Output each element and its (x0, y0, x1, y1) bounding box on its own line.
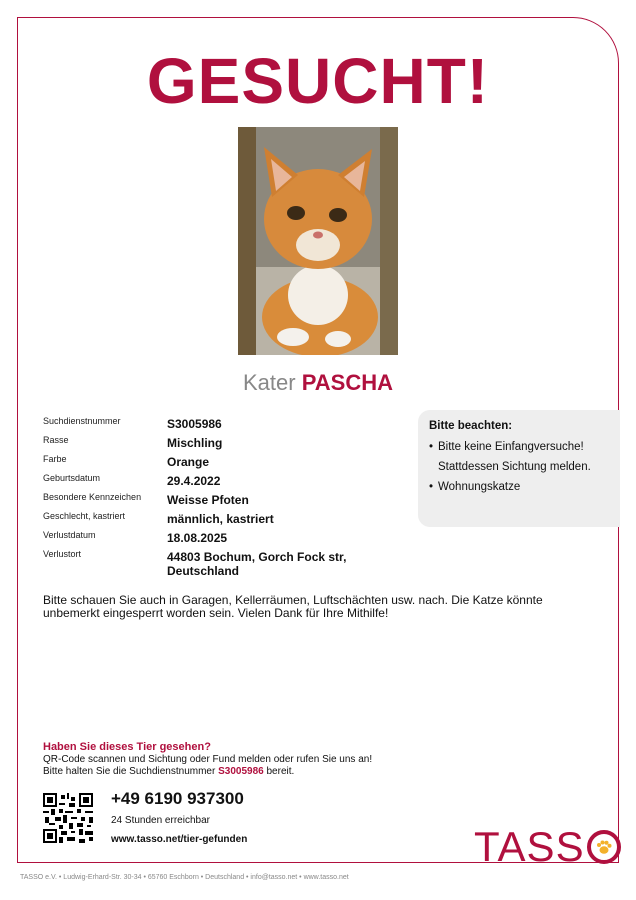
detail-label: Besondere Kennzeichen (43, 492, 142, 502)
found-url-link[interactable]: www.tasso.net/tier-gefunden (111, 834, 248, 845)
detail-value: Orange (167, 455, 210, 469)
detail-label: Verlustort (43, 549, 82, 559)
phone-number[interactable]: +49 6190 937300 (111, 789, 244, 808)
detail-label: Geschlecht, kastriert (43, 511, 126, 521)
contact-title: Haben Sie dieses Tier gesehen? (43, 741, 211, 753)
detail-row (43, 473, 413, 492)
detail-row (43, 511, 413, 530)
headline: GESUCHT! (146, 45, 490, 117)
footer-address: TASSO e.V. • Ludwig-Erhard-Str. 30-34 • 65760 Eschborn • Deutschland • info@tasso.net • www.tasso.net (20, 874, 349, 881)
tasso-logo (474, 823, 621, 870)
detail-label: Farbe (43, 454, 67, 464)
info-paragraph: Bitte schauen Sie auch in Garagen, Kellerräumen, Luftschächten usw. nach. Die Katze könnte unbemerkt eingesperrt worden sein. Vielen Dank für Ihre Mithilfe! (43, 593, 543, 620)
note-list (429, 437, 610, 497)
detail-value: männlich, kastriert (167, 512, 274, 526)
detail-label: Verlustdatum (43, 530, 96, 540)
detail-value: Weisse Pfoten (167, 493, 249, 507)
cat-photo (238, 127, 398, 355)
paw-icon (587, 830, 621, 864)
detail-row (43, 492, 413, 511)
contact-instructions: QR-Code scannen und Sichtung oder Fund melden oder rufen Sie uns an! (43, 754, 373, 765)
detail-value: 29.4.2022 (167, 474, 221, 488)
contact-id-prefix: Bitte halten Sie die Suchdienstnummer (43, 766, 216, 777)
detail-row (43, 549, 413, 578)
detail-value: 44803 Bochum, Gorch Fock str, Deutschland (167, 550, 347, 578)
detail-label: Geburtsdatum (43, 473, 101, 483)
animal-kind: Kater (243, 370, 296, 395)
detail-value: 18.08.2025 (167, 531, 228, 545)
detail-label: Rasse (43, 435, 69, 445)
note-title: Bitte beachten: (429, 420, 513, 432)
availability-text: 24 Stunden erreichbar (111, 815, 210, 826)
contact-id-suffix: bereit. (266, 766, 295, 777)
detail-value: Mischling (167, 436, 223, 450)
detail-value: S3005986 (167, 417, 222, 431)
contact-id: S3005986 (218, 766, 264, 777)
contact-id-line (43, 766, 294, 777)
note-item: • Bitte keine Einfangversuche! Stattdessen Sichtung melden. (429, 437, 610, 477)
logo-text: TASS (474, 823, 585, 870)
detail-row (43, 435, 413, 454)
detail-label: Suchdienstnummer (43, 416, 121, 426)
note-box (418, 410, 620, 527)
details-table (43, 416, 413, 578)
detail-row (43, 416, 413, 435)
detail-row (43, 454, 413, 473)
animal-name-value: PASCHA (301, 370, 393, 395)
animal-name (0, 370, 636, 396)
qr-code-icon[interactable] (43, 793, 93, 843)
detail-row (43, 530, 413, 549)
note-item: • Wohnungskatze (429, 477, 610, 497)
